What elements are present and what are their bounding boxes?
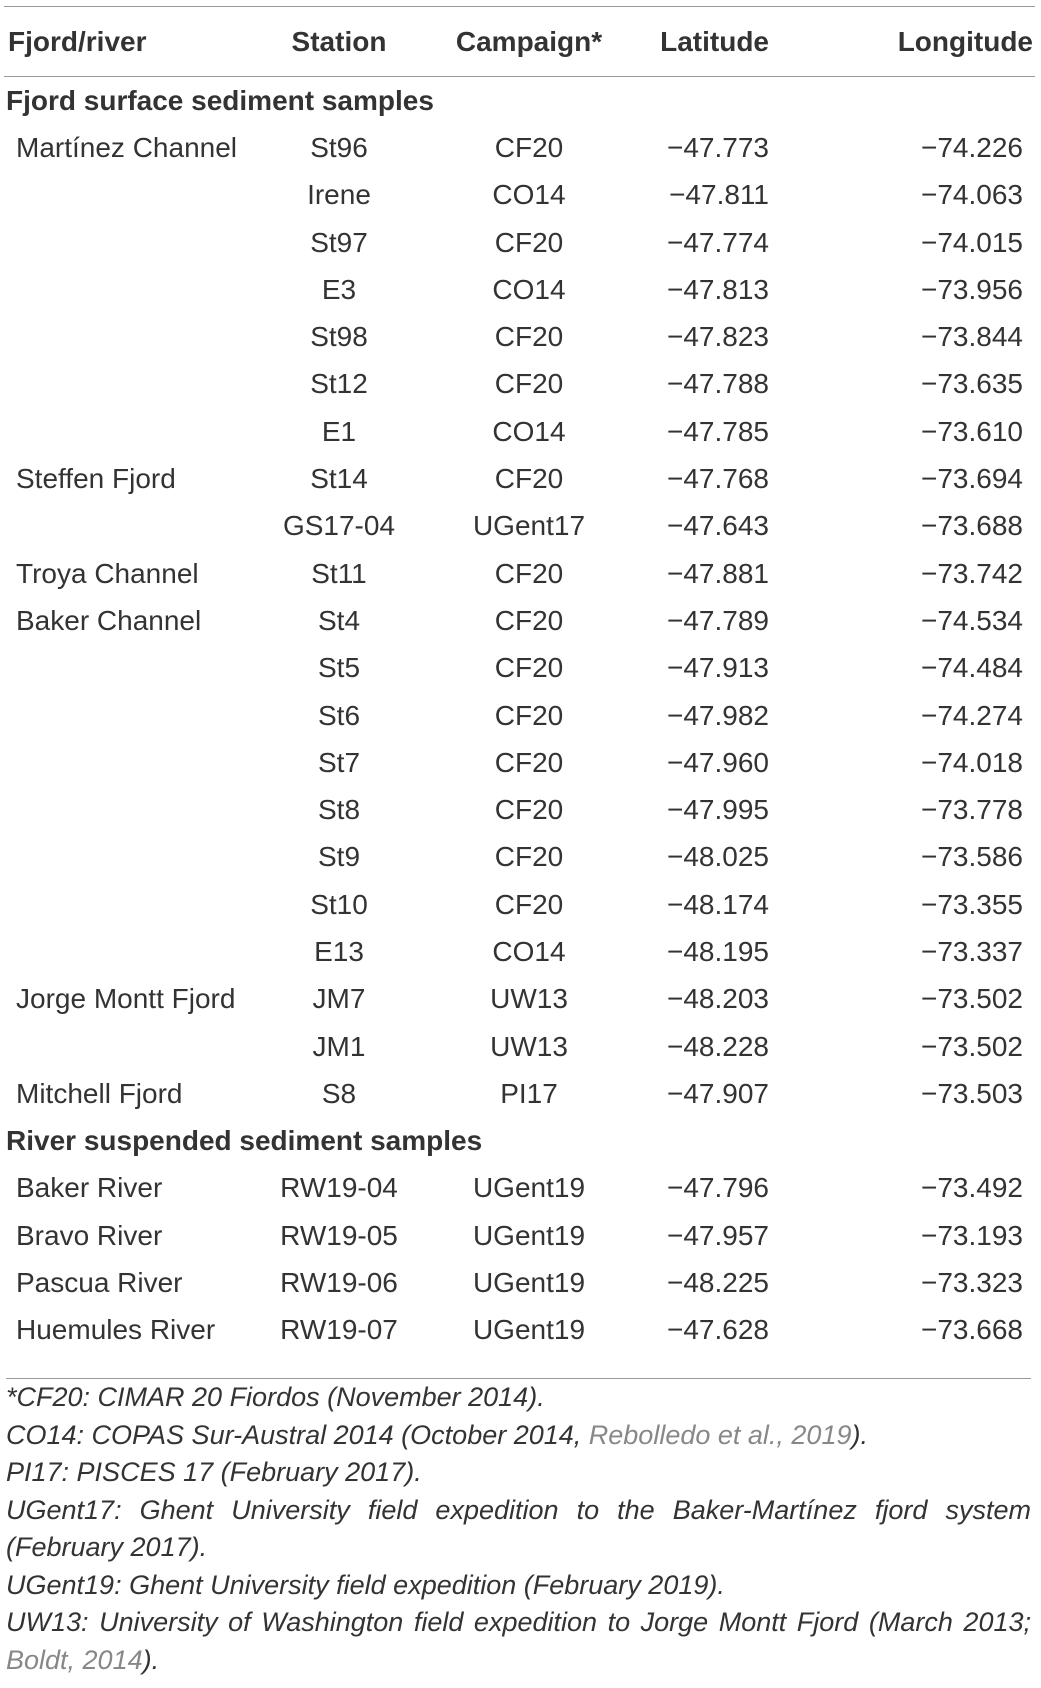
table-row bbox=[4, 124, 1035, 171]
cell-campaign: CF20 bbox=[494, 131, 564, 163]
cell-longitude: −73.502 bbox=[921, 983, 1023, 1015]
cell-campaign: PI17 bbox=[500, 1077, 558, 1109]
cell-fjord-river bbox=[4, 739, 266, 786]
cell-station: RW19-06 bbox=[280, 1267, 398, 1299]
header-fjord-river: Fjord/river bbox=[8, 25, 147, 57]
cell-station: St14 bbox=[310, 463, 368, 495]
cell-latitude: −47.960 bbox=[667, 746, 769, 778]
footnote-uw13-line2 bbox=[6, 1642, 1031, 1680]
cell-station: JM1 bbox=[312, 1030, 366, 1062]
cell-station: St12 bbox=[310, 368, 368, 400]
cell-fjord-river: Baker River bbox=[16, 1172, 163, 1204]
cell-campaign: CO14 bbox=[492, 273, 566, 305]
table-row bbox=[4, 928, 1035, 975]
header-station: Station bbox=[291, 25, 387, 57]
cell-fjord-river: Mitchell Fjord bbox=[16, 1077, 183, 1109]
cell-fjord-river bbox=[4, 313, 266, 360]
cell-station: RW19-05 bbox=[280, 1219, 398, 1251]
cell-longitude: −73.844 bbox=[921, 321, 1023, 353]
footnote-cf20: *CF20: CIMAR 20 Fiordos (November 2014). bbox=[6, 1382, 545, 1412]
cell-station: E1 bbox=[321, 415, 357, 447]
cell-station: S8 bbox=[321, 1077, 357, 1109]
footnote-ugent19: UGent19: Ghent University field expedition (February 2019). bbox=[6, 1569, 725, 1600]
cell-longitude: −73.492 bbox=[921, 1172, 1023, 1204]
table-row bbox=[4, 739, 1035, 786]
reference-link-rebolledo[interactable]: Rebolledo et al., 2019 bbox=[588, 1419, 852, 1450]
cell-latitude: −47.774 bbox=[667, 226, 769, 258]
table-row bbox=[4, 503, 1035, 550]
cell-latitude: −47.881 bbox=[667, 557, 769, 589]
cell-latitude: −47.785 bbox=[667, 415, 769, 447]
footnote-uw13-line1: UW13: University of Washington field expedition to Jorge Montt Fjord (March 2013; bbox=[6, 1607, 1031, 1637]
table-row bbox=[4, 1307, 1035, 1354]
cell-longitude: −73.668 bbox=[921, 1314, 1023, 1346]
cell-fjord-river bbox=[4, 834, 266, 881]
cell-longitude: −73.355 bbox=[921, 888, 1023, 920]
cell-longitude: −74.063 bbox=[921, 179, 1023, 211]
table-row bbox=[4, 361, 1035, 408]
cell-latitude: −47.913 bbox=[667, 652, 769, 684]
table-row bbox=[4, 881, 1035, 928]
cell-longitude: −73.323 bbox=[921, 1267, 1023, 1299]
table-row bbox=[4, 455, 1035, 502]
cell-station: St98 bbox=[310, 321, 368, 353]
cell-longitude: −73.193 bbox=[921, 1219, 1023, 1251]
cell-fjord-river: Huemules River bbox=[16, 1314, 216, 1346]
cell-longitude: −73.688 bbox=[921, 510, 1023, 542]
cell-longitude: −73.694 bbox=[921, 463, 1023, 495]
cell-longitude: −74.484 bbox=[921, 652, 1023, 684]
cell-longitude: −74.226 bbox=[921, 131, 1023, 163]
cell-latitude: −47.768 bbox=[667, 463, 769, 495]
cell-fjord-river bbox=[4, 361, 266, 408]
cell-latitude: −47.773 bbox=[667, 131, 769, 163]
cell-station: St96 bbox=[310, 131, 368, 163]
cell-latitude: −47.907 bbox=[667, 1077, 769, 1109]
cell-campaign: CF20 bbox=[494, 794, 564, 826]
cell-latitude: −48.025 bbox=[667, 841, 769, 873]
table-row bbox=[4, 597, 1035, 644]
cell-latitude: −48.174 bbox=[667, 888, 769, 920]
cell-latitude: −47.823 bbox=[667, 321, 769, 353]
cell-campaign: CF20 bbox=[494, 604, 564, 636]
table-row bbox=[4, 550, 1035, 597]
cell-longitude: −73.778 bbox=[921, 794, 1023, 826]
cell-longitude: −73.502 bbox=[921, 1030, 1023, 1062]
cell-fjord-river bbox=[4, 692, 266, 739]
cell-fjord-river bbox=[4, 928, 266, 975]
reference-link-boldt[interactable]: Boldt, 2014 bbox=[6, 1644, 143, 1675]
footnote-uw13-close: ). bbox=[142, 1644, 160, 1675]
cell-longitude: −73.586 bbox=[921, 841, 1023, 873]
table-row bbox=[4, 1070, 1035, 1117]
cell-latitude: −47.811 bbox=[669, 179, 769, 211]
table-row bbox=[4, 172, 1035, 219]
cell-station: E3 bbox=[321, 273, 357, 305]
cell-campaign: UGent19 bbox=[472, 1267, 586, 1299]
table-row bbox=[4, 1023, 1035, 1070]
cell-station: St4 bbox=[317, 604, 361, 636]
table-row bbox=[4, 976, 1035, 1023]
table-row bbox=[4, 266, 1035, 313]
cell-campaign: CF20 bbox=[494, 557, 564, 589]
table-row bbox=[4, 786, 1035, 833]
cell-latitude: −47.643 bbox=[667, 510, 769, 542]
cell-fjord-river: Jorge Montt Fjord bbox=[16, 983, 236, 1015]
cell-fjord-river bbox=[4, 172, 266, 219]
cell-campaign: CO14 bbox=[492, 179, 566, 211]
cell-station: St9 bbox=[317, 841, 361, 873]
cell-latitude: −47.788 bbox=[667, 368, 769, 400]
cell-station: Irene bbox=[307, 179, 371, 211]
table-header-row bbox=[4, 7, 1035, 77]
cell-station: St5 bbox=[317, 652, 361, 684]
cell-longitude: −73.956 bbox=[921, 273, 1023, 305]
cell-longitude: −73.337 bbox=[921, 935, 1023, 967]
footnote-co14 bbox=[6, 1417, 1031, 1455]
header-latitude: Latitude bbox=[660, 25, 769, 57]
cell-longitude: −73.742 bbox=[921, 557, 1023, 589]
table-row bbox=[4, 1259, 1035, 1306]
cell-campaign: CO14 bbox=[492, 935, 566, 967]
cell-campaign: CO14 bbox=[492, 415, 566, 447]
cell-station: GS17-04 bbox=[282, 510, 396, 542]
cell-fjord-river bbox=[4, 786, 266, 833]
table-row bbox=[4, 1212, 1035, 1259]
cell-latitude: −47.813 bbox=[667, 273, 769, 305]
table-row bbox=[4, 219, 1035, 266]
cell-campaign: CF20 bbox=[494, 699, 564, 731]
table-row bbox=[4, 313, 1035, 360]
stations-table bbox=[4, 6, 1035, 1354]
table-row bbox=[4, 408, 1035, 455]
cell-campaign: UGent19 bbox=[472, 1314, 586, 1346]
cell-station: RW19-07 bbox=[280, 1314, 398, 1346]
cell-fjord-river: Troya Channel bbox=[16, 557, 199, 589]
cell-longitude: −73.635 bbox=[921, 368, 1023, 400]
footnote-pi17: PI17: PISCES 17 (February 2017). bbox=[6, 1457, 422, 1487]
cell-latitude: −48.225 bbox=[667, 1267, 769, 1299]
cell-longitude: −74.018 bbox=[921, 746, 1023, 778]
footnote-ugent17-line1: UGent17: Ghent University field expedition to the Baker-Martínez fjord system bbox=[6, 1494, 1031, 1525]
section-heading-fjord bbox=[4, 77, 1035, 125]
cell-latitude: −47.982 bbox=[667, 699, 769, 731]
footnote-co14-text: CO14: COPAS Sur-Austral 2014 (October 2014, bbox=[6, 1419, 589, 1450]
cell-fjord-river: Bravo River bbox=[16, 1219, 163, 1251]
cell-station: St6 bbox=[317, 699, 361, 731]
cell-fjord-river bbox=[4, 1023, 266, 1070]
section-heading-river bbox=[4, 1118, 1035, 1165]
cell-campaign: UGent19 bbox=[472, 1172, 586, 1204]
table-row bbox=[4, 692, 1035, 739]
cell-longitude: −74.015 bbox=[921, 226, 1023, 258]
cell-station: St8 bbox=[317, 794, 361, 826]
cell-latitude: −48.195 bbox=[667, 935, 769, 967]
cell-station: RW19-04 bbox=[280, 1172, 398, 1204]
cell-fjord-river: Baker Channel bbox=[16, 604, 202, 636]
header-campaign: Campaign* bbox=[455, 25, 603, 57]
cell-latitude: −47.796 bbox=[667, 1172, 769, 1204]
cell-latitude: −47.957 bbox=[667, 1219, 769, 1251]
section-heading-river-label: River suspended sediment samples bbox=[6, 1125, 483, 1157]
cell-campaign: CF20 bbox=[494, 652, 564, 684]
cell-latitude: −47.789 bbox=[667, 604, 769, 636]
cell-fjord-river bbox=[4, 266, 266, 313]
cell-latitude: −47.995 bbox=[667, 794, 769, 826]
cell-campaign: CF20 bbox=[494, 226, 564, 258]
table-row bbox=[4, 834, 1035, 881]
cell-fjord-river: Martínez Channel bbox=[16, 131, 238, 163]
cell-station: JM7 bbox=[312, 983, 366, 1015]
header-longitude: Longitude bbox=[897, 25, 1033, 57]
cell-campaign: UW13 bbox=[490, 1030, 568, 1062]
footnote-co14-close: ). bbox=[851, 1419, 868, 1450]
cell-station: St11 bbox=[311, 557, 367, 589]
cell-fjord-river: Steffen Fjord bbox=[16, 463, 176, 495]
cell-station: St97 bbox=[310, 226, 368, 258]
cell-campaign: UGent19 bbox=[472, 1219, 586, 1251]
cell-longitude: −73.610 bbox=[921, 415, 1023, 447]
table-row bbox=[4, 1165, 1035, 1212]
section-heading-fjord-label: Fjord surface sediment samples bbox=[6, 84, 434, 116]
table-footnotes bbox=[6, 1378, 1031, 1679]
cell-campaign: CF20 bbox=[494, 368, 564, 400]
cell-latitude: −47.628 bbox=[667, 1314, 769, 1346]
cell-campaign: CF20 bbox=[494, 841, 564, 873]
footnote-ugent17-line2: (February 2017). bbox=[6, 1532, 208, 1562]
cell-station: E13 bbox=[314, 935, 364, 967]
cell-station: St7 bbox=[317, 746, 361, 778]
cell-latitude: −48.228 bbox=[667, 1030, 769, 1062]
table-row bbox=[4, 645, 1035, 692]
cell-campaign: CF20 bbox=[494, 746, 564, 778]
cell-campaign: UW13 bbox=[490, 983, 568, 1015]
cell-longitude: −73.503 bbox=[921, 1077, 1023, 1109]
cell-fjord-river bbox=[4, 881, 266, 928]
cell-fjord-river bbox=[4, 645, 266, 692]
cell-campaign: CF20 bbox=[494, 321, 564, 353]
cell-campaign: UGent17 bbox=[472, 510, 586, 542]
cell-fjord-river bbox=[4, 408, 266, 455]
cell-station: St10 bbox=[310, 888, 368, 920]
cell-longitude: −74.534 bbox=[921, 604, 1023, 636]
cell-fjord-river bbox=[4, 219, 266, 266]
cell-longitude: −74.274 bbox=[921, 699, 1023, 731]
cell-fjord-river: Pascua River bbox=[16, 1267, 183, 1299]
cell-campaign: CF20 bbox=[494, 888, 564, 920]
cell-latitude: −48.203 bbox=[667, 983, 769, 1015]
cell-fjord-river bbox=[4, 503, 266, 550]
cell-campaign: CF20 bbox=[494, 463, 564, 495]
